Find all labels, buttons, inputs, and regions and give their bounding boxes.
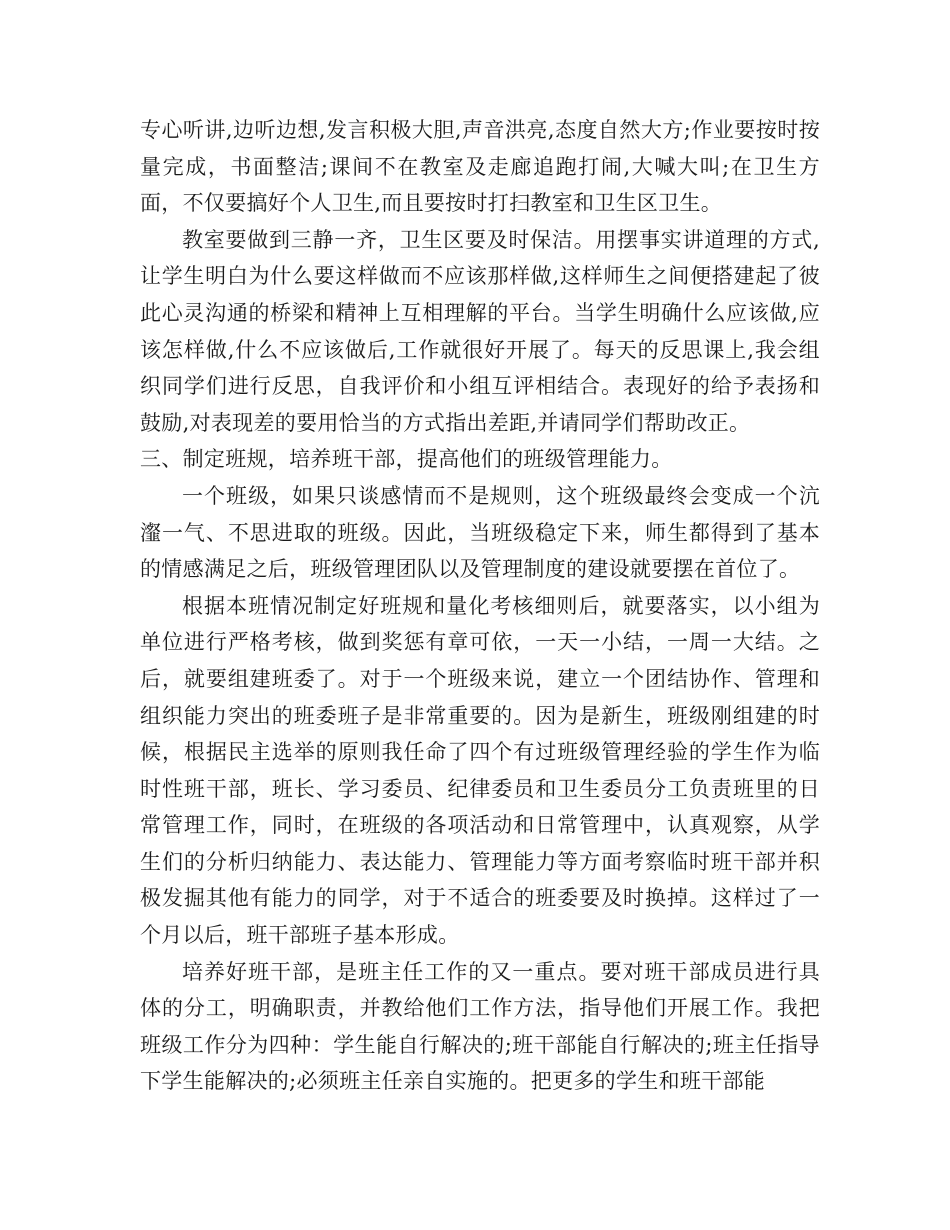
paragraph-three-quiet: 教室要做到三静一齐，卫生区要及时保洁。用摆事实讲道理的方式,让学生明白为什么要这样做而不应该那样做,这样师生之间便搭建起了彼此心灵沟通的桥梁和精神上互相理解的平台。当学生明确什么应该做,应该怎样做,什么不应该做后,工作就很好开展了。每天的反思课上,我会组织同学们进行反思，自我评价和小组互评相结合。表现好的给予表扬和鼓励,对表现差的要用恰当的方式指出差距,并请同学们帮助改正。 bbox=[140, 227, 820, 435]
paragraph-training-cadres: 培养好班干部，是班主任工作的又一重点。要对班干部成员进行具体的分工，明确职责，并教给他们工作方法，指导他们开展工作。我把班级工作分为四种：学生能自行解决的;班干部能自行解决的;班主任指导下学生能解决的;必须班主任亲自实施的。把更多的学生和班干部能 bbox=[140, 959, 820, 1094]
document-page bbox=[140, 112, 820, 1100]
paragraph-class-committee: 根据本班情况制定好班规和量化考核细则后，就要落实，以小组为单位进行严格考核，做到奖惩有章可依，一天一小结，一周一大结。之后，就要组建班委了。对于一个班级来说，建立一个团结协作、管理和组织能力突出的班委班子是非常重要的。因为是新生，班级刚组建的时候，根据民主选举的原则我任命了四个有过班级管理经验的学生作为临时性班干部，班长、学习委员、纪律委员和卫生委员分工负责班里的日常管理工作，同时，在班级的各项活动和日常管理中，认真观察，从学生们的分析归纳能力、表达能力、管理能力等方面考察临时班干部并积极发掘其他有能力的同学，对于不适合的班委要及时换掉。这样过了一个月以后，班干部班子基本形成。 bbox=[140, 593, 820, 948]
section-heading-class-rules: 三、制定班规，培养班干部，提高他们的班级管理能力。 bbox=[140, 447, 673, 472]
paragraph-rules-vs-emotion: 一个班级，如果只谈感情而不是规则，这个班级最终会变成一个沆瀣一气、不思进取的班级。因此，当班级稳定下来，师生都得到了基本的情感满足之后，班级管理团队以及管理制度的建设就要摆在首位了。 bbox=[140, 483, 820, 582]
paragraph-classroom-rules: 专心听讲,边听边想,发言积极大胆,声音洪亮,态度自然大方;作业要按时按量完成，书面整洁;课间不在教室及走廊追跑打闹,大喊大叫;在卫生方面，不仅要搞好个人卫生,而且要按时打扫教室和卫生区卫生。 bbox=[140, 118, 820, 216]
